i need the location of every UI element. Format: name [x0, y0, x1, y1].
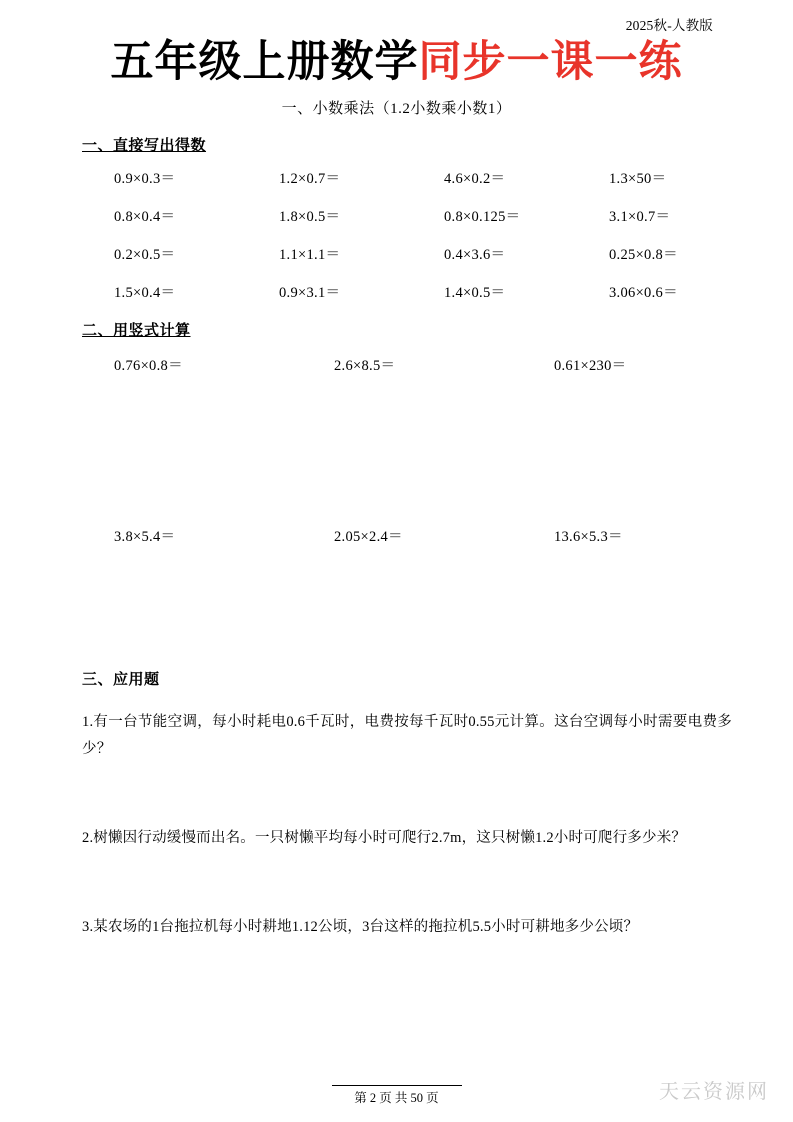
exercise-item: 1.8×0.5＝	[279, 209, 341, 226]
exercise-item: 0.9×0.3＝	[114, 171, 176, 188]
watermark-text: 天云资源网	[659, 1079, 769, 1103]
exercise-row	[114, 167, 774, 188]
exercise-item: 3.06×0.6＝	[609, 285, 678, 302]
exercise-item: 4.6×0.2＝	[444, 171, 506, 188]
exercise-item: 3.8×5.4＝	[114, 529, 176, 546]
exercise-item: 3.1×0.7＝	[609, 209, 671, 226]
exercise-item: 1.5×0.4＝	[114, 285, 176, 302]
section-heading-1-text: 一、直接写出得数	[82, 138, 207, 155]
exercise-item: 0.8×0.125＝	[444, 209, 521, 226]
oral-calculation-grid	[114, 167, 774, 302]
page-title-red: 同步一课一练	[418, 37, 683, 87]
page-subtitle: 一、小数乘法（1.2小数乘小数1）	[281, 101, 512, 118]
exercise-item: 1.2×0.7＝	[279, 171, 341, 188]
exercise-item: 13.6×5.3＝	[553, 529, 623, 546]
word-problem-1: 1.有一台节能空调，每小时耗电0.6千瓦时，电费按每千瓦时0.55元计算。这台空调每小时需要电费多少？	[82, 714, 732, 757]
exercise-item: 0.76×0.8＝	[114, 358, 183, 375]
exercise-item: 0.9×3.1＝	[279, 285, 341, 302]
section-heading-3: 三、应用题	[82, 672, 160, 689]
word-problem-3: 3.某农场的1台拖拉机每小时耕地1.12公顷，3台这样的拖拉机5.5小时可耕地多少公顷？	[82, 918, 639, 935]
exercise-item: 1.3×50＝	[609, 171, 667, 188]
exercise-row	[114, 354, 774, 375]
page-title-black: 五年级上册数学	[110, 37, 419, 87]
work-space	[114, 375, 774, 525]
edition-label: 2025秋-人教版	[625, 18, 713, 33]
section-heading-2	[82, 319, 731, 340]
exercise-item: 1.1×1.1＝	[279, 247, 341, 264]
exercise-item: 2.6×8.5＝	[333, 358, 396, 375]
exercise-item: 0.2×0.5＝	[114, 247, 176, 264]
vertical-calculation-grid	[114, 354, 774, 546]
section-heading-1	[82, 134, 731, 155]
exercise-row	[114, 281, 774, 302]
exercise-item: 1.4×0.5＝	[444, 285, 506, 302]
page-number: 第 2 页 共 50 页	[354, 1091, 439, 1105]
footer-divider	[332, 1085, 462, 1086]
exercise-row	[114, 243, 774, 264]
word-problem-2: 2.树懒因行动缓慢而出名。一只树懒平均每小时可爬行2.7m，这只树懒1.2小时可爬行多少米？	[82, 829, 687, 846]
section-heading-2-text: 二、用竖式计算	[82, 323, 191, 340]
exercise-item: 0.4×3.6＝	[444, 247, 506, 264]
exercise-row	[114, 525, 774, 546]
exercise-item: 0.8×0.4＝	[114, 209, 176, 226]
exercise-item: 0.25×0.8＝	[609, 247, 678, 264]
exercise-item: 2.05×2.4＝	[333, 529, 403, 546]
exercise-item: 0.61×230＝	[553, 358, 627, 375]
page-title	[62, 37, 731, 87]
exercise-row	[114, 205, 774, 226]
